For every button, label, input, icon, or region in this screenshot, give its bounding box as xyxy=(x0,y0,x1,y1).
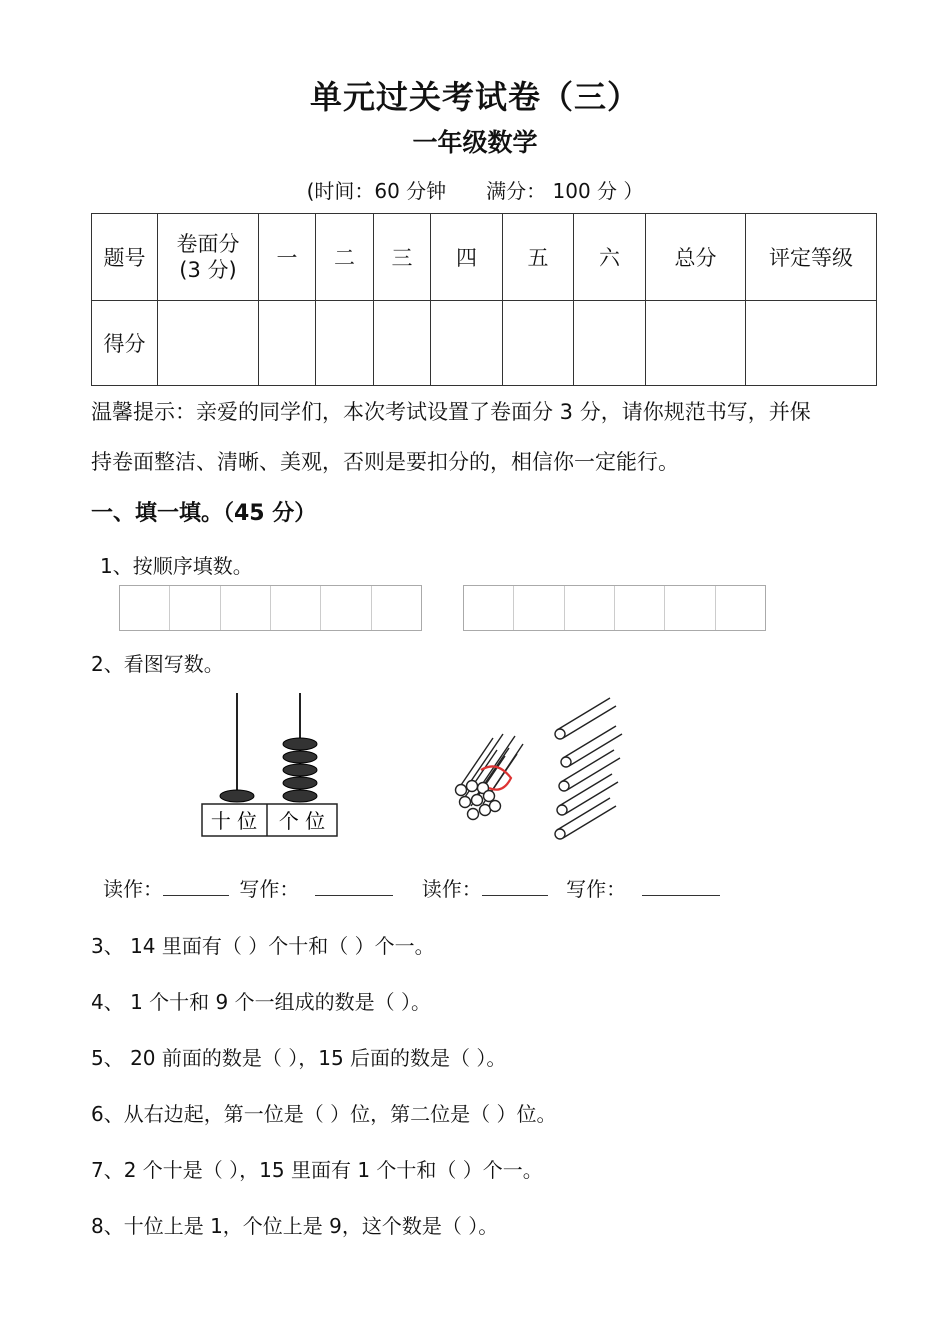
header-cell-2: 二 xyxy=(316,214,374,301)
abacus-bead xyxy=(283,751,317,763)
question-1: 1、按顺序填数。 xyxy=(100,554,253,578)
sticks-illustration xyxy=(445,690,625,845)
question-8: 8、十位上是 1，个位上是 9，这个数是（ ）。 xyxy=(91,1214,499,1238)
score-cell[interactable] xyxy=(374,301,431,386)
question-7: 7、2 个十是（ ），15 里面有 1 个十和（ ）个一。 xyxy=(91,1158,543,1182)
number-box[interactable] xyxy=(221,586,271,630)
single-stick-icon xyxy=(555,798,616,839)
section-1-title: 一、填一填。（45 分） xyxy=(91,501,317,526)
abacus-ones-label: 个 位 xyxy=(278,809,326,833)
page-subtitle: 一年级数学 xyxy=(412,128,538,157)
question-2: 2、看图写数。 xyxy=(91,652,224,676)
time-label: (时间：60 分钟 xyxy=(306,179,447,203)
read-label: 读作： xyxy=(103,877,163,901)
score-cell[interactable] xyxy=(503,301,574,386)
question-5: 5、 20 前面的数是（ ），15 后面的数是（ ）。 xyxy=(91,1046,507,1070)
score-row-label: 得分 xyxy=(92,301,158,386)
exam-meta xyxy=(0,175,950,204)
abacus-tens-label: 十 位 xyxy=(210,809,258,833)
single-stick-icon xyxy=(557,774,618,815)
score-cell[interactable] xyxy=(259,301,316,386)
header-cell-grade: 评定等级 xyxy=(746,214,877,301)
header-cell-neatness xyxy=(158,214,259,301)
score-cell[interactable] xyxy=(158,301,259,386)
answer-blank[interactable] xyxy=(315,877,393,896)
header-cell-4: 四 xyxy=(431,214,503,301)
number-box[interactable] xyxy=(271,586,321,630)
abacus-bead xyxy=(220,790,254,802)
neatness-label: 卷面分 xyxy=(176,232,240,256)
number-boxes-right xyxy=(463,585,766,631)
header-cell-question: 题号 xyxy=(92,214,158,301)
number-box[interactable] xyxy=(120,586,170,630)
number-box[interactable] xyxy=(372,586,421,630)
question-3: 3、 14 里面有（ ）个十和（ ）个一。 xyxy=(91,934,435,958)
score-cell[interactable] xyxy=(574,301,646,386)
number-box[interactable] xyxy=(321,586,371,630)
tip-line-2: 持卷面整洁、清晰、美观，否则是要扣分的，相信你一定能行。 xyxy=(91,450,679,474)
write-label: 写作： xyxy=(566,877,627,901)
single-stick-icon xyxy=(559,750,620,791)
header-cell-5: 五 xyxy=(503,214,574,301)
abacus-illustration xyxy=(195,690,345,840)
abacus-bead xyxy=(283,738,317,750)
header-cell-total: 总分 xyxy=(646,214,746,301)
header-cell-1: 一 xyxy=(259,214,316,301)
read-label: 读作： xyxy=(421,877,482,901)
score-cell[interactable] xyxy=(746,301,877,386)
write-label: 写作： xyxy=(239,877,300,901)
number-box[interactable] xyxy=(716,586,765,630)
number-boxes-left xyxy=(119,585,422,631)
score-table xyxy=(91,213,877,386)
score-cell[interactable] xyxy=(646,301,746,386)
score-cell[interactable] xyxy=(431,301,503,386)
answer-blank[interactable] xyxy=(642,877,720,896)
score-cell[interactable] xyxy=(316,301,374,386)
answer-blank[interactable] xyxy=(163,877,229,896)
number-box[interactable] xyxy=(665,586,715,630)
abacus-bead xyxy=(283,790,317,802)
number-box[interactable] xyxy=(170,586,220,630)
answer-blank[interactable] xyxy=(482,877,548,896)
number-box[interactable] xyxy=(464,586,514,630)
header-cell-3: 三 xyxy=(374,214,431,301)
tip-line-1: 温馨提示：亲爱的同学们，本次考试设置了卷面分 3 分，请你规范书写，并保 xyxy=(91,400,811,424)
number-box[interactable] xyxy=(514,586,564,630)
header-cell-6: 六 xyxy=(574,214,646,301)
question-4: 4、 1 个十和 9 个一组成的数是（ ）。 xyxy=(91,990,431,1014)
score-label: 满分： 100 分 ） xyxy=(486,179,644,203)
abacus-bead xyxy=(283,777,317,789)
question-6: 6、从右边起，第一位是（ ）位，第二位是（ ）位。 xyxy=(91,1102,557,1126)
read-write-row xyxy=(103,873,720,902)
single-stick-icon xyxy=(561,726,622,767)
stick-bundle-icon xyxy=(456,734,524,820)
single-stick-icon xyxy=(555,698,616,739)
number-box[interactable] xyxy=(565,586,615,630)
neatness-points: (3 分) xyxy=(179,258,237,282)
number-box[interactable] xyxy=(615,586,665,630)
abacus-bead xyxy=(283,764,317,776)
page-title: 单元过关考试卷（三） xyxy=(309,78,640,116)
